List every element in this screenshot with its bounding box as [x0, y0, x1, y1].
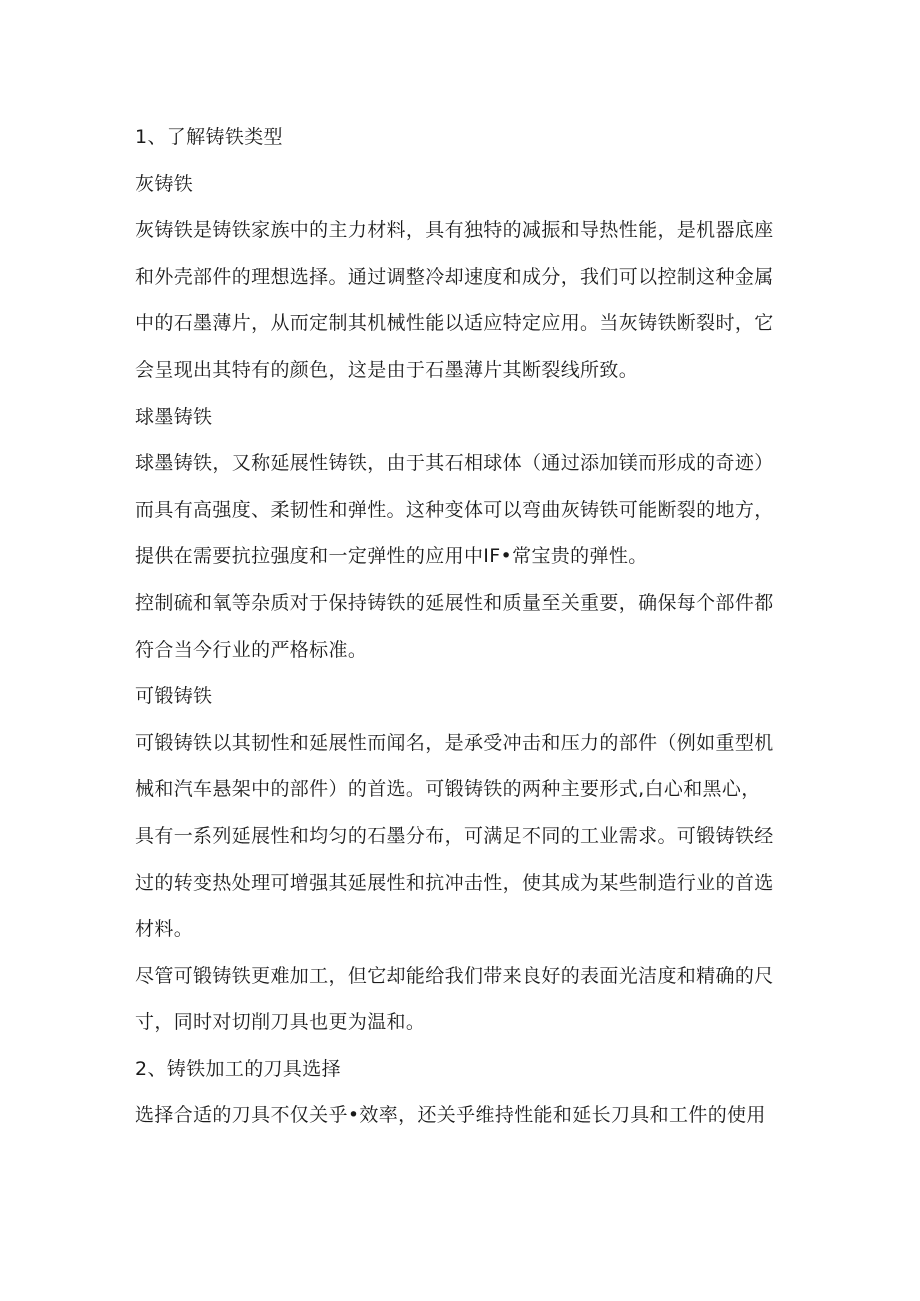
subheading-malleable-iron: 可锻铸铁	[135, 685, 213, 708]
subheading-ductile-iron: 球墨铸铁	[135, 405, 213, 428]
paragraph-line: 材料。	[135, 918, 194, 941]
paragraph-line: 符合当今行业的严格标准。	[135, 638, 368, 661]
subheading-gray-cast-iron: 灰铸铁	[135, 172, 194, 195]
paragraph-line: 械和汽车悬架中的部件）的首选。可锻铸铁的两种主要形式,白心和黑心，	[135, 778, 761, 801]
paragraph-line: 具有一系列延展性和均匀的石墨分布，可满足不同的工业需求。可锻铸铁经	[135, 824, 774, 847]
paragraph-line: 寸，同时对切削刀具也更为温和。	[135, 1011, 426, 1034]
paragraph-line: 尽管可锻铸铁更难加工，但它却能给我们带来良好的表面光洁度和精确的尺	[135, 964, 774, 987]
paragraph-line: 球墨铸铁，又称延展性铸铁，由于其石相球体（通过添加镁而形成的奇迹）	[135, 452, 774, 475]
paragraph-line: 提供在需要抗拉强度和一定弹性的应用中IF•常宝贵的弹性。	[135, 545, 648, 568]
paragraph-line: 控制硫和氧等杂质对于保持铸铁的延展性和质量至关重要，确保每个部件都	[135, 591, 774, 614]
paragraph-line: 可锻铸铁以其韧性和延展性而闻名，是承受冲击和压力的部件（例如重型机	[135, 731, 774, 754]
paragraph-line: 灰铸铁是铸铁家族中的主力材料，具有独特的减振和导热性能，是机器底座	[135, 219, 774, 242]
section-heading-2: 2、铸铁加工的刀具选择	[135, 1057, 341, 1080]
paragraph-line: 会呈现出其特有的颜色，这是由于石墨薄片其断裂线所致。	[135, 358, 639, 381]
document-body	[135, 114, 795, 1139]
paragraph-line: 而具有高强度、柔韧性和弹性。这种变体可以弯曲灰铸铁可能断裂的地方，	[135, 498, 774, 521]
paragraph-line: 选择合适的刀具不仅关乎•效率，还关乎维持性能和延长刀具和工件的使用	[135, 1104, 766, 1127]
section-heading-1: 1、了解铸铁类型	[135, 126, 283, 148]
paragraph-line: 中的石墨薄片，从而定制其机械性能以适应特定应用。当灰铸铁断裂时，它	[135, 312, 774, 335]
paragraph-line: 和外壳部件的理想选择。通过调整冷却速度和成分，我们可以控制这种金属	[135, 265, 774, 288]
paragraph-line: 过的转变热处理可增强其延展性和抗冲击性，使其成为某些制造行业的首选	[135, 871, 774, 894]
